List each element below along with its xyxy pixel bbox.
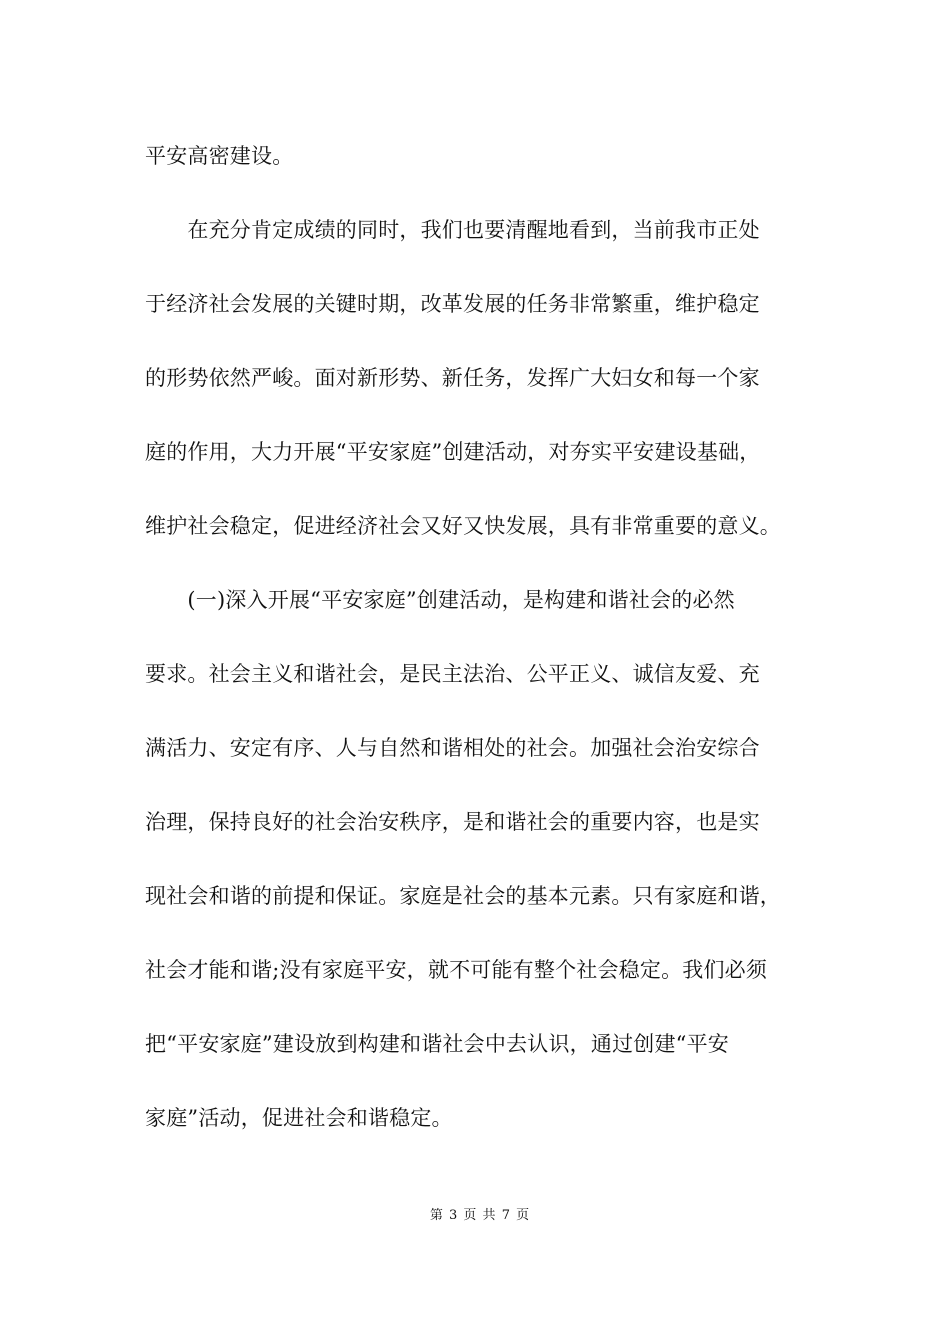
text-line: 的形势依然严峻。面对新形势、新任务，发挥广大妇女和每一个家 <box>145 366 760 390</box>
page-number-footer: 第 3 页 共 7 页 <box>429 1208 531 1223</box>
text-line: 于经济社会发展的关键时期，改革发展的任务非常繁重，维护稳定 <box>145 292 760 316</box>
text-line: 在充分肯定成绩的同时，我们也要清醒地看到，当前我市正处 <box>145 218 760 242</box>
text-line: 现社会和谐的前提和保证。家庭是社会的基本元素。只有家庭和谐， <box>145 884 781 908</box>
text-line: 满活力、安定有序、人与自然和谐相处的社会。加强社会治安综合 <box>145 736 760 760</box>
text-line: 庭的作用，大力开展“平安家庭”创建活动，对夯实平安建设基础， <box>145 440 761 464</box>
text-line: 要求。社会主义和谐社会，是民主法治、公平正义、诚信友爱、充 <box>145 662 760 686</box>
text-line: 平安高密建设。 <box>145 144 294 168</box>
text-line: 治理，保持良好的社会治安秩序，是和谐社会的重要内容，也是实 <box>145 810 760 834</box>
text-line: 社会才能和谐;没有家庭平安，就不可能有整个社会稳定。我们必须 <box>145 958 768 982</box>
text-line: 把“平安家庭”建设放到构建和谐社会中去认识，通过创建“平安 <box>145 1032 730 1056</box>
text-line: 家庭”活动，促进社会和谐稳定。 <box>145 1106 453 1130</box>
text-line: (一)深入开展“平安家庭”创建活动，是构建和谐社会的必然 <box>145 588 735 612</box>
text-line: 维护社会稳定，促进经济社会又好又快发展，具有非常重要的意义。 <box>145 514 781 538</box>
